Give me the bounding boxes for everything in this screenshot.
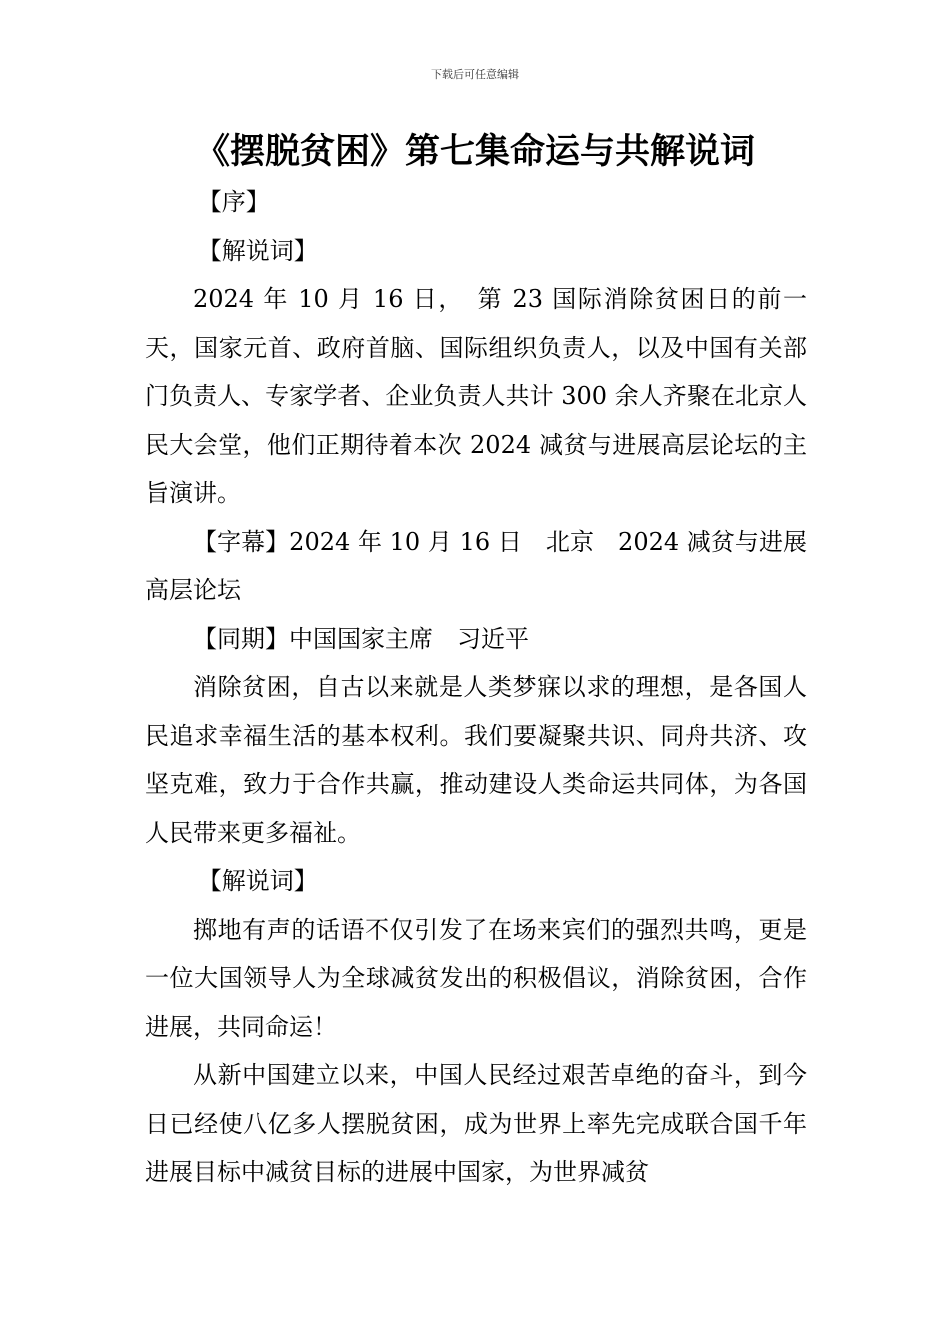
header-note: 下载后可任意编辑 (431, 68, 519, 81)
paragraph: 从新中国建立以来，中国人民经过艰苦卓绝的奋斗，到今日已经使八亿多人摆脱贫困，成为世界上率先完成联合国千年进展目标中减贫目标的进展中国家，为世界减贫 (145, 1061, 807, 1186)
paragraph-simultaneous: 【同期】中国国家主席 习近平 (193, 624, 529, 653)
section-tag-preface: 【序】 (197, 188, 270, 216)
section-tag-narration: 【解说词】 (197, 236, 318, 265)
document-title: 《摆脱贫困》第七集命运与共解说词 (194, 132, 755, 172)
document-body (145, 178, 807, 1197)
paragraph-caption: 【字幕】2024 年 10 月 16 日 北京 2024 减贫与进展高层论坛 (145, 527, 807, 604)
paragraph: 消除贫困，自古以来就是人类梦寐以求的理想，是各国人民追求幸福生活的基本权利。我们要凝聚共识、同舟共济、攻坚克难，致力于合作共赢，推动建设人类命运共同体，为各国人民带来更多福祉。 (145, 673, 807, 847)
paragraph: 2024 年 10 月 16 日， 第 23 国际消除贫困日的前一天，国家元首、政府首脑、国际组织负责人，以及中国有关部门负责人、专家学者、企业负责人共计 300 余人齐聚在北京人民大会堂，他们正期待着本次 2024 减贫与进展高层论坛的主旨演讲。 (145, 285, 807, 507)
paragraph: 掷地有声的话语不仅引发了在场来宾们的强烈共鸣，更是一位大国领导人为全球减贫发出的积极倡议，消除贫困，合作进展，共同命运！ (145, 915, 807, 1041)
section-tag-narration: 【解说词】 (197, 867, 318, 895)
